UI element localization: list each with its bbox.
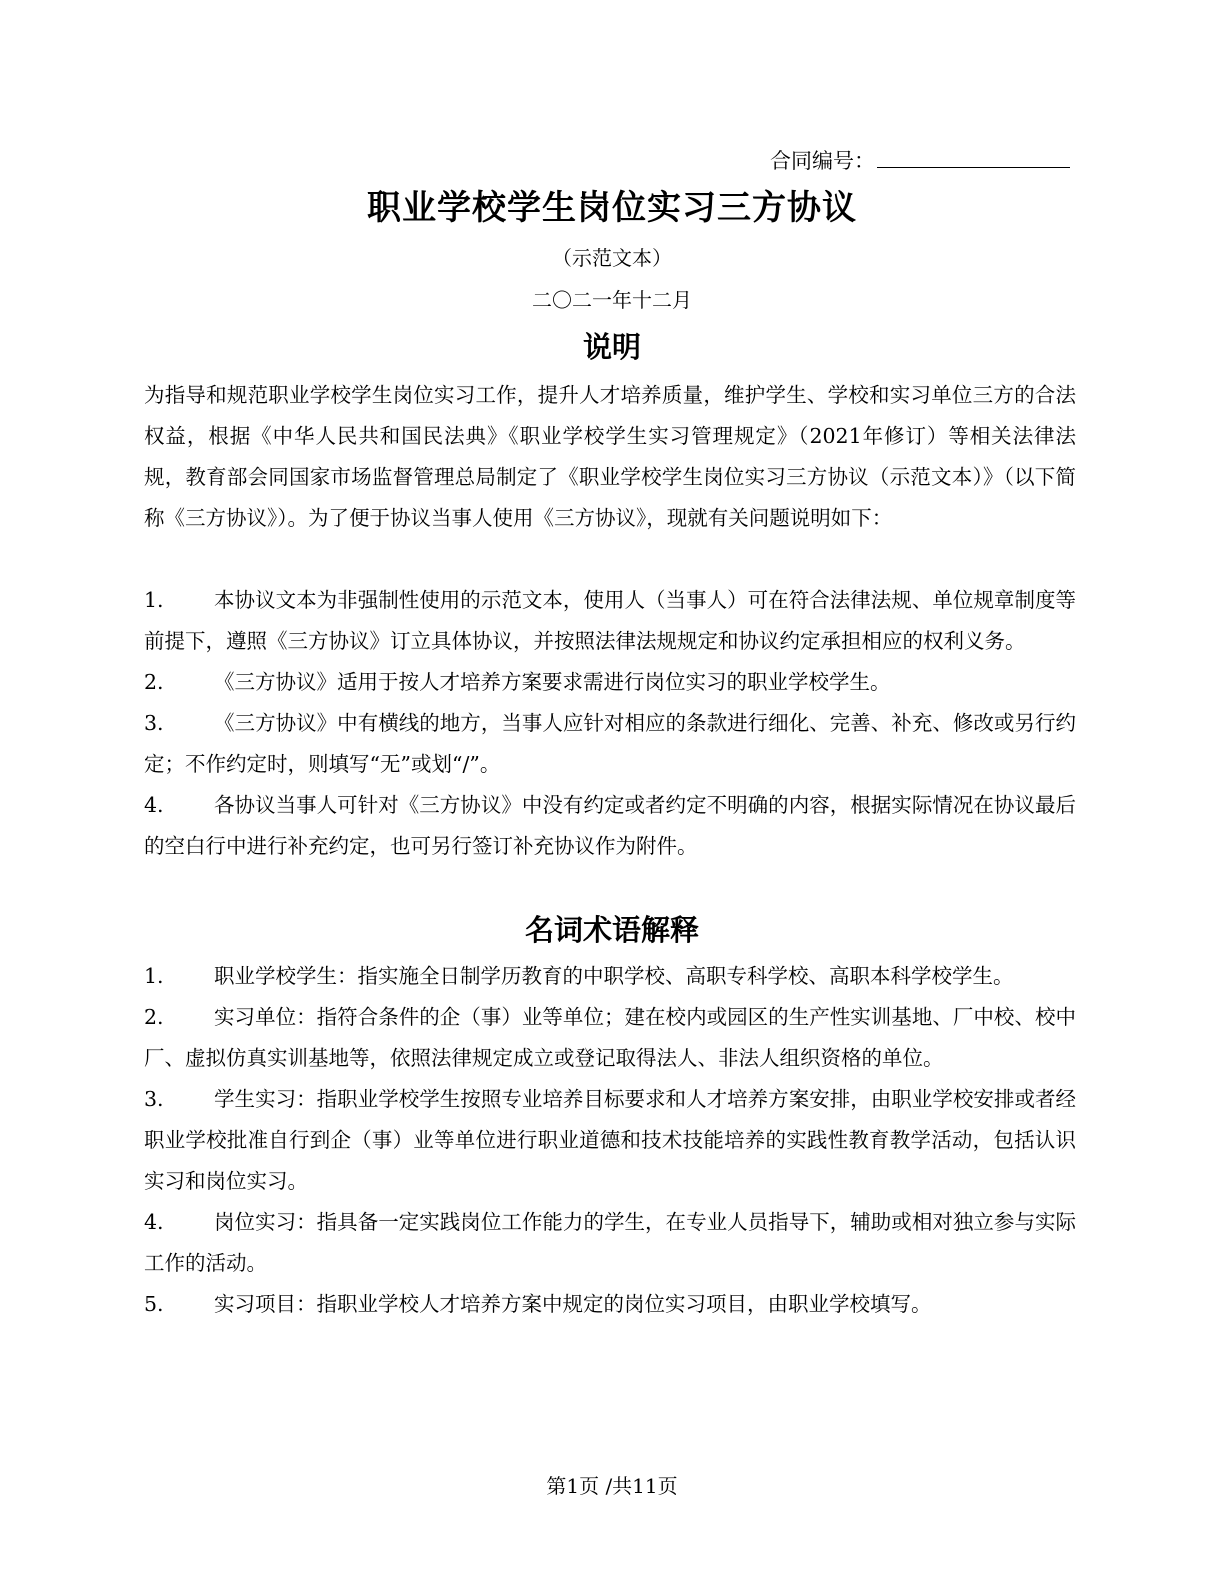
list-item	[144, 956, 1076, 997]
document-subtitle: （示范文本）	[552, 246, 672, 270]
page-number: 第1页 /共11页	[546, 1474, 678, 1498]
item-text: 《三方协议》适用于按人才培养方案要求需进行岗位实习的职业学校学生。	[214, 670, 891, 694]
item-text: 岗位实习：指具备一定实践岗位工作能力的学生，在专业人员指导下，辅助或相对独立参与实际工作的活动。	[144, 1210, 1076, 1275]
list-item	[144, 1079, 1076, 1202]
list-item	[144, 785, 1076, 867]
item-number: 5.	[144, 1292, 164, 1316]
item-number: 3.	[144, 1087, 164, 1111]
item-number: 2.	[144, 1005, 164, 1029]
document-title: 职业学校学生岗位实习三方协议	[367, 188, 857, 228]
explain-heading: 说明	[582, 330, 641, 364]
contract-number-label: 合同编号：	[770, 149, 875, 173]
explain-intro-paragraph: 为指导和规范职业学校学生岗位实习工作，提升人才培养质量，维护学生、学校和实习单位三方的合法权益，根据《中华人民共和国民法典》《职业学校学生实习管理规定》（2021年修订）等相关法律法规，教育部会同国家市场监督管理总局制定了《职业学校学生岗位实习三方协议（示范文本）》（以下简称《三方协议》）。为了便于协议当事人使用《三方协议》，现就有关问题说明如下：	[144, 383, 1076, 530]
contract-number-line	[770, 143, 1070, 176]
item-number: 3.	[144, 711, 164, 735]
item-text: 实习单位：指符合条件的企（事）业等单位；建在校内或园区的生产性实训基地、厂中校、校中厂、虚拟仿真实训基地等，依照法律规定成立或登记取得法人、非法人组织资格的单位。	[144, 1005, 1076, 1070]
list-item	[144, 580, 1076, 662]
explain-intro-block	[144, 375, 1076, 539]
item-text: 职业学校学生：指实施全日制学历教育的中职学校、高职专科学校、高职本科学校学生。	[214, 964, 1014, 988]
item-text: 学生实习：指职业学校学生按照专业培养目标要求和人才培养方案安排，由职业学校安排或者经职业学校批准自行到企（事）业等单位进行职业道德和技术技能培养的实践性教育教学活动，包括认识实习和岗位实习。	[144, 1087, 1076, 1193]
list-item	[144, 1284, 1076, 1325]
item-text: 《三方协议》中有横线的地方，当事人应针对相应的条款进行细化、完善、补充、修改或另行约定；不作约定时，则填写“无”或划“/”。	[144, 711, 1076, 776]
item-text: 本协议文本为非强制性使用的示范文本，使用人（当事人）可在符合法律法规、单位规章制度等前提下，遵照《三方协议》订立具体协议，并按照法律法规规定和协议约定承担相应的权利义务。	[144, 588, 1076, 653]
item-number: 4.	[144, 1210, 164, 1234]
terms-list	[144, 956, 1076, 1325]
item-number: 2.	[144, 670, 164, 694]
document-date: 二〇二一年十二月	[532, 288, 692, 312]
list-item	[144, 997, 1076, 1079]
contract-number-blank	[877, 143, 1070, 168]
item-text: 实习项目：指职业学校人才培养方案中规定的岗位实习项目，由职业学校填写。	[214, 1292, 932, 1316]
item-number: 4.	[144, 793, 164, 817]
terms-heading: 名词术语解释	[524, 913, 699, 947]
explain-list	[144, 580, 1076, 867]
list-item	[144, 703, 1076, 785]
list-item	[144, 662, 1076, 703]
item-text: 各协议当事人可针对《三方协议》中没有约定或者约定不明确的内容，根据实际情况在协议最后的空白行中进行补充约定，也可另行签订补充协议作为附件。	[144, 793, 1076, 858]
list-item	[144, 1202, 1076, 1284]
item-number: 1.	[144, 588, 164, 612]
item-number: 1.	[144, 964, 164, 988]
